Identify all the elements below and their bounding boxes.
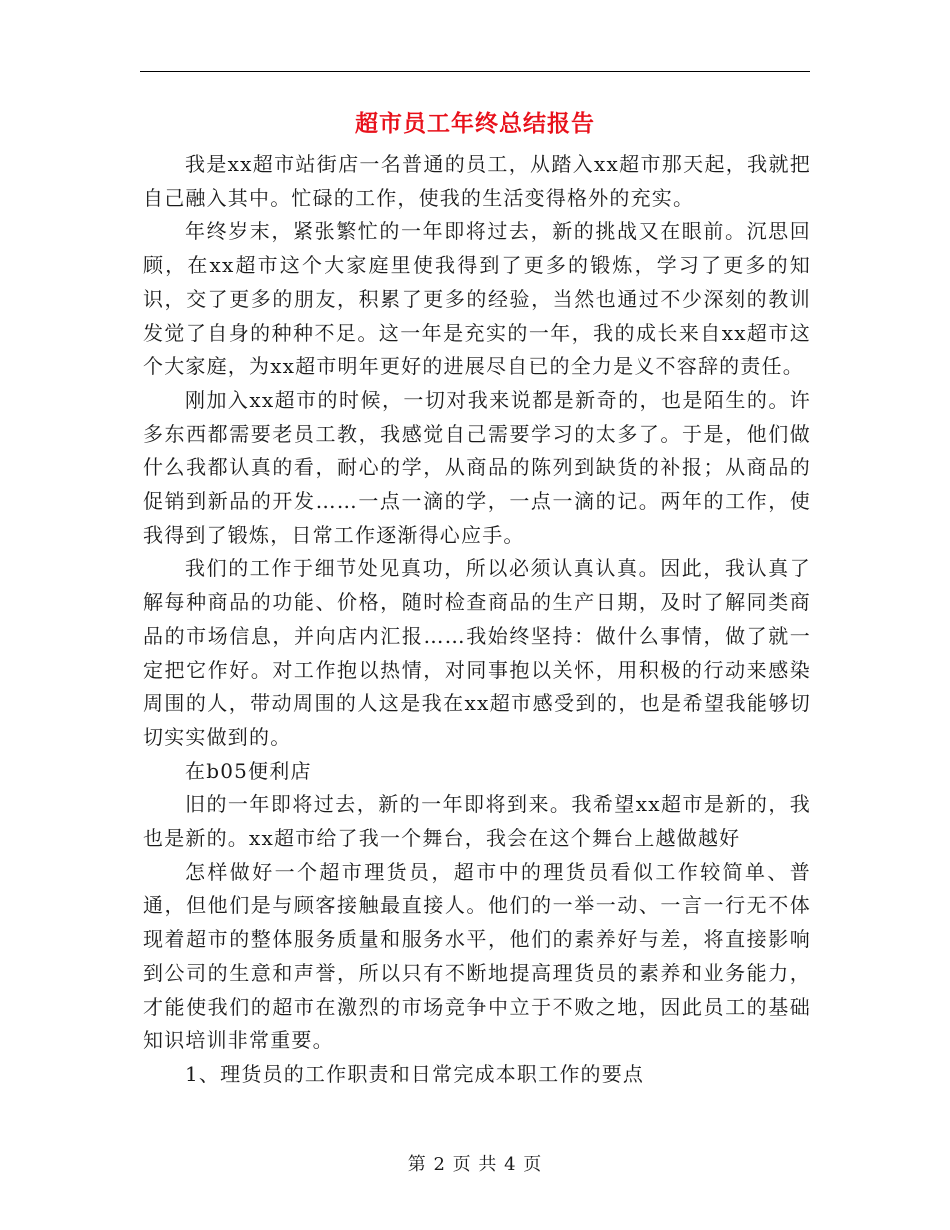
- document-body: [143, 148, 811, 1092]
- paragraph-1: 我是xx超市站街店一名普通的员工，从踏入xx超市那天起，我就把自己融入其中。忙碌的工作，使我的生活变得格外的充实。: [143, 152, 811, 210]
- paragraph-7: 怎样做好一个超市理货员，超市中的理货员看似工作较简单、普通，但他们是与顾客接触最直接人。他们的一举一动、一言一行无不体现着超市的整体服务质量和服务水平，他们的素养好与差，将直接影响到公司的生意和声誉，所以只有不断地提高理货员的素养和业务能力，才能使我们的超市在激烈的市场竞争中立于不败之地，因此员工的基础知识培训非常重要。: [143, 859, 811, 1053]
- paragraph-4: 我们的工作于细节处见真功，所以必须认真认真。因此，我认真了解每种商品的功能、价格，随时检查商品的生产日期，及时了解同类商品的市场信息，并向店内汇报……我始终坚持：做什么事情，做了就一定把它作好。对工作抱以热情，对同事抱以关怀，用积极的行动来感染周围的人，带动周围的人这是我在xx超市感受到的，也是希望我能够切切实实做到的。: [143, 556, 811, 749]
- document-title: 超市员工年终总结报告: [355, 110, 595, 137]
- paragraph-3: 刚加入xx超市的时候，一切对我来说都是新奇的，也是陌生的。许多东西都需要老员工教，我感觉自己需要学习的太多了。于是，他们做什么我都认真的看，耐心的学，从商品的陈列到缺货的补报；从商品的促销到新品的开发……一点一滴的学，一点一滴的记。两年的工作，使我得到了锻炼，日常工作逐渐得心应手。: [143, 387, 811, 547]
- page-footer: 第 2 页 共 4 页: [407, 1154, 543, 1175]
- paragraph-6: 旧的一年即将过去，新的一年即将到来。我希望xx超市是新的，我也是新的。xx超市给了我一个舞台，我会在这个舞台上越做越好: [143, 792, 811, 851]
- header-rule: [140, 71, 810, 72]
- paragraph-2: 年终岁末，紧张繁忙的一年即将过去，新的挑战又在眼前。沉思回顾，在xx超市这个大家庭里使我得到了更多的锻炼，学习了更多的知识，交了更多的朋友，积累了更多的经验，当然也通过不少深刻的教训发觉了自身的种种不足。这一年是充实的一年，我的成长来自xx超市这个大家庭，为xx超市明年更好的进展尽自已的全力是义不容辞的责任。: [143, 219, 811, 379]
- paragraph-5: 在b05便利店: [185, 758, 312, 783]
- paragraph-8: 1、理货员的工作职责和日常完成本职工作的要点: [185, 1061, 645, 1086]
